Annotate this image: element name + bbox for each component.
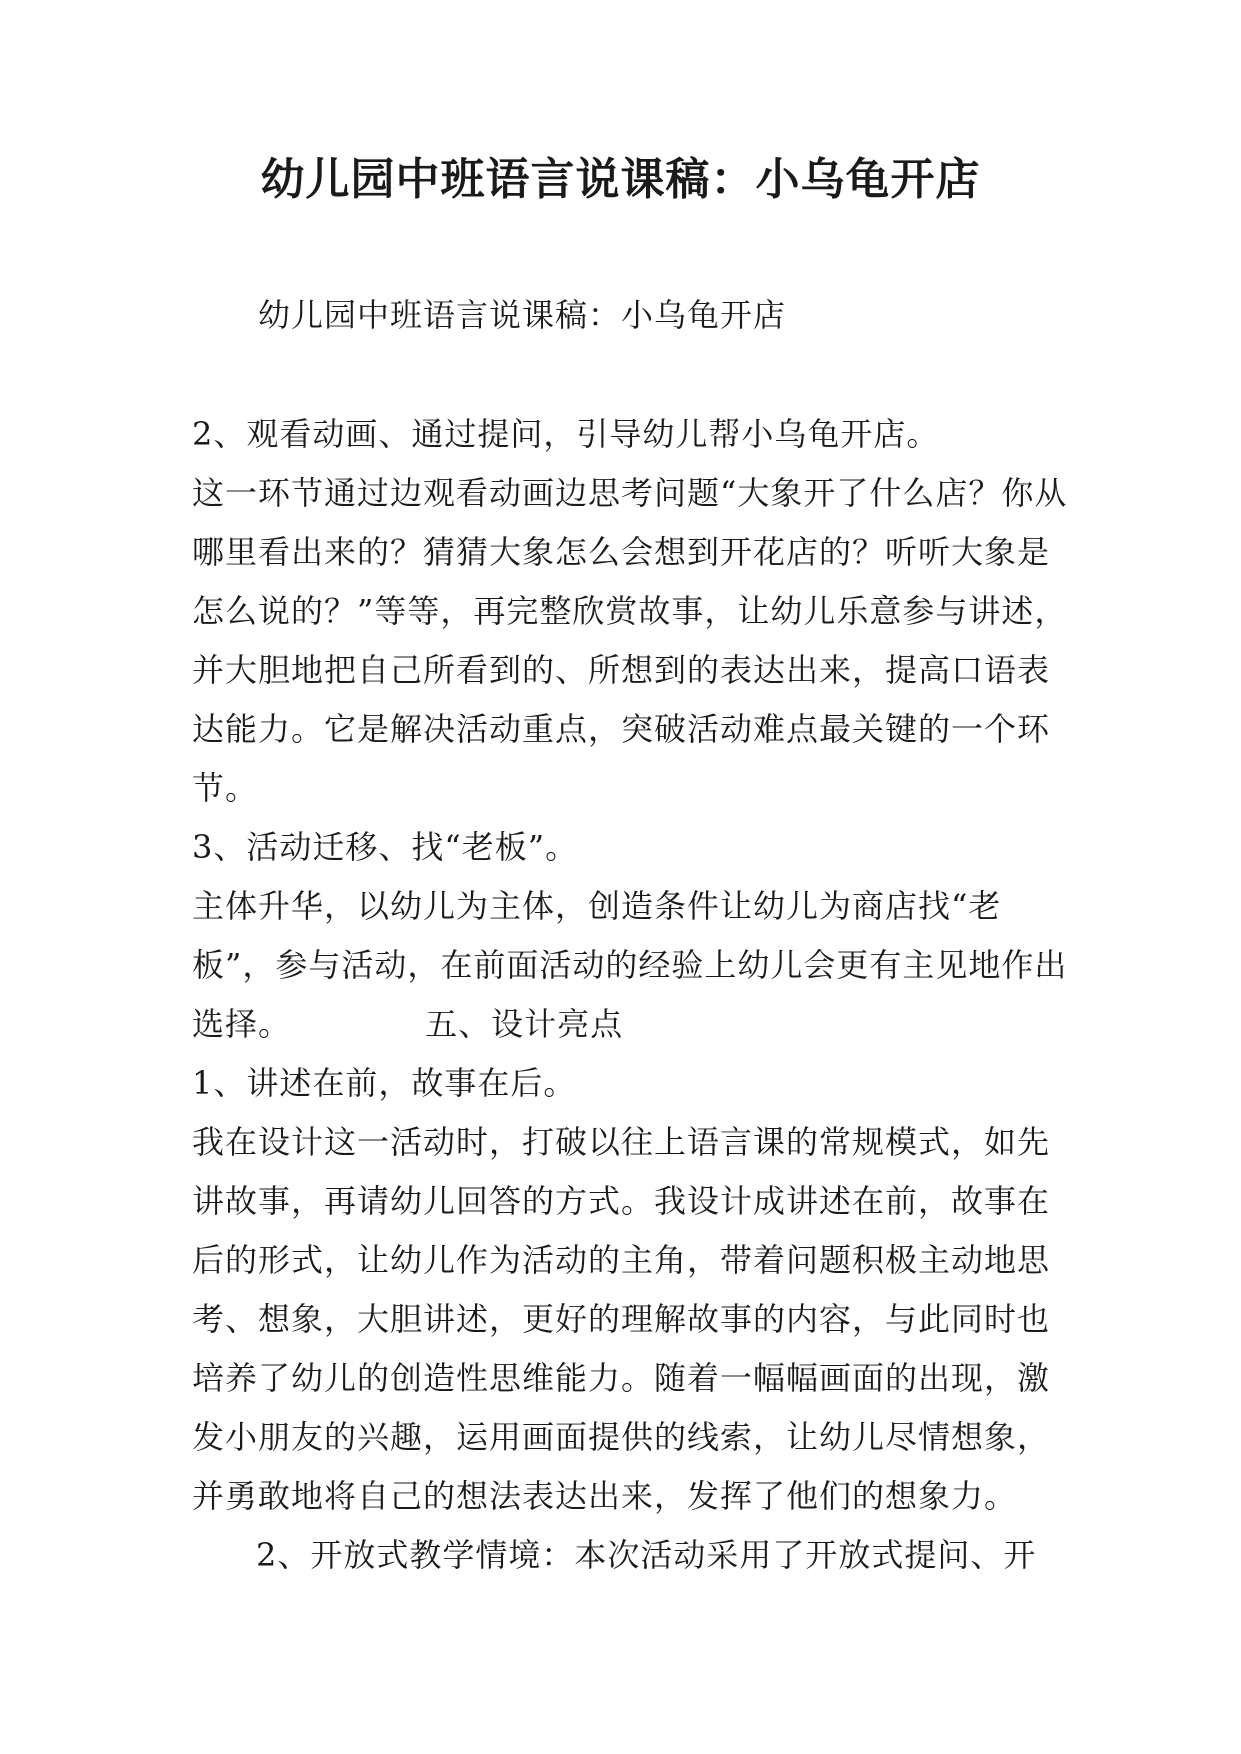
paragraph-step-2-heading: 2、观看动画、通过提问，引导幼儿帮小乌龟开店。	[192, 415, 940, 453]
paragraph-step-3-text: 主体升华，以幼儿为主体，创造条件让幼儿为商店找“老板”，参与活动，在前面活动的经验上幼儿会更有主见地作出选择。 五、设计亮点	[192, 887, 1068, 1043]
paragraph-highlight-1-heading: 1、讲述在前，故事在后。	[192, 1064, 577, 1102]
document-subtitle: 幼儿园中班语言说课稿：小乌龟开店	[258, 296, 787, 334]
document-title: 幼儿园中班语言说课稿：小乌龟开店	[260, 154, 981, 205]
document-body	[192, 405, 1072, 1585]
paragraph-step-3-heading: 3、活动迁移、找“老板”。	[192, 828, 579, 866]
paragraph-step-2-text: 这一环节通过边观看动画边思考问题“大象开了什么店？你从哪里看出来的？猜猜大象怎么会想到开花店的？听听大象是怎么说的？”等等，再完整欣赏故事，让幼儿乐意参与讲述，并大胆地把自己所看到的、所想到的表达出来，提高口语表达能力。它是解决活动重点，突破活动难点最关键的一个环节。	[192, 474, 1068, 807]
paragraph-highlight-1-text: 我在设计这一活动时，打破以往上语言课的常规模式，如先讲故事，再请幼儿回答的方式。我设计成讲述在前，故事在后的形式，让幼儿作为活动的主角，带着问题积极主动地思考、想象，大胆讲述，更好的理解故事的内容，与此同时也培养了幼儿的创造性思维能力。随着一幅幅画面的出现，激发小朋友的兴趣，运用画面提供的线索，让幼儿尽情想象，并勇敢地将自己的想法表达出来，发挥了他们的想象力。	[192, 1123, 1051, 1515]
paragraph-highlight-2: 2、开放式教学情境：本次活动采用了开放式提问、开	[256, 1536, 1037, 1574]
